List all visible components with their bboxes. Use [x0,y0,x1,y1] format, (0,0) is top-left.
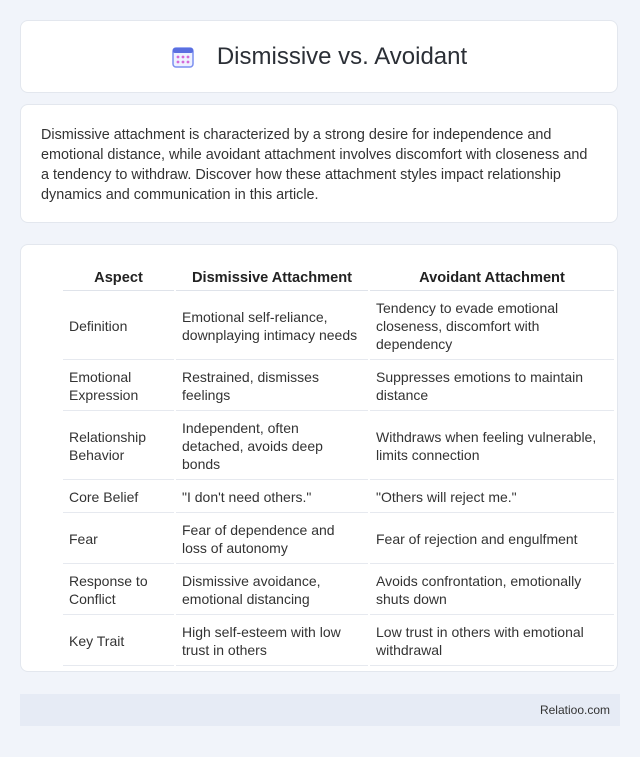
calendar-grid-icon [171,45,195,69]
row-aspect: Core Belief [63,482,174,513]
table-row [63,617,614,666]
row-dismissive: Dismissive avoidance, emotional distancing [176,566,368,615]
table-row [63,566,614,615]
row-avoidant: "Others will reject me." [370,482,614,513]
row-aspect: Response to Conflict [63,566,174,615]
row-aspect: Fear [63,515,174,564]
row-aspect: Emotional Expression [63,362,174,411]
title-card [20,20,618,93]
row-avoidant: Low trust in others with emotional withdrawal [370,617,614,666]
intro-text: Dismissive attachment is characterized by a strong desire for independence and emotional distance, while avoidant attachment involves discomfort with closeness and a tendency to withdraw. Discover how these attachment styles impact relationship dynamics and communication in this article. [41,127,588,203]
header-avoidant: Avoidant Attachment [370,267,614,291]
row-avoidant: Fear of rejection and engulfment [370,515,614,564]
row-avoidant: Withdraws when feeling vulnerable, limits connection [370,413,614,480]
row-aspect: Key Trait [63,617,174,666]
row-avoidant: Suppresses emotions to maintain distance [370,362,614,411]
row-avoidant: Avoids confrontation, emotionally shuts down [370,566,614,615]
row-aspect: Relationship Behavior [63,413,174,480]
row-aspect: Definition [63,293,174,360]
row-dismissive: Restrained, dismisses feelings [176,362,368,411]
page-title: Dismissive vs. Avoidant [216,42,468,70]
row-dismissive: Independent, often detached, avoids deep bonds [176,413,368,480]
row-avoidant: Tendency to evade emotional closeness, discomfort with dependency [370,293,614,360]
header-aspect: Aspect [63,267,174,291]
table-header-row [63,267,614,291]
table-row [63,293,614,360]
comparison-card [20,244,618,672]
table-row [63,515,614,564]
row-dismissive: Emotional self-reliance, downplaying intimacy needs [176,293,368,360]
row-dismissive: "I don't need others." [176,482,368,513]
table-row [63,362,614,411]
intro-card [20,104,618,223]
row-dismissive: High self-esteem with low trust in others [176,617,368,666]
header-dismissive: Dismissive Attachment [176,267,368,291]
footer [20,694,620,726]
table-row [63,413,614,480]
comparison-table [61,265,616,668]
table-row [63,482,614,513]
footer-brand: Relatioo.com [539,703,610,717]
row-dismissive: Fear of dependence and loss of autonomy [176,515,368,564]
